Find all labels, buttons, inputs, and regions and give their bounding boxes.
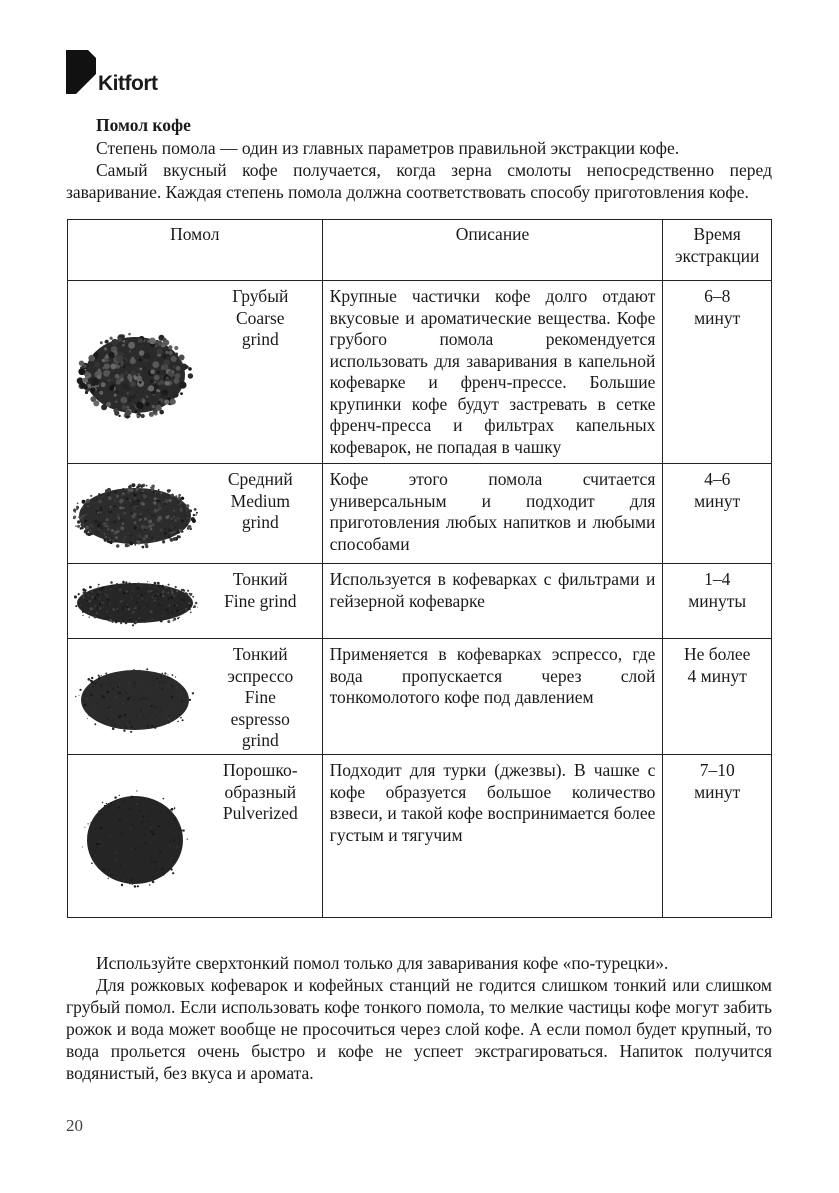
intro-paragraph-2: Самый вкусный кофе получается, когда зерна смолоты непосредственно перед заваривание. Каждая степень помола должна соответствовать способу приготовления кофе.	[66, 160, 772, 202]
table-row	[68, 639, 772, 755]
coarse-grind-image	[68, 281, 203, 464]
section-title: Помол кофе	[96, 115, 191, 135]
grind-name	[203, 639, 322, 755]
outro-text	[66, 952, 772, 1084]
grind-description: Используется в кофеварках с фильтрами и гейзерной кофеварке	[322, 564, 663, 639]
table-row	[68, 281, 772, 464]
grind-description: Кофе этого помола считается универсальным и подходит для приготовления любых напитков и любыми способами	[322, 464, 663, 564]
intro-paragraph-1: Степень помола — один из главных параметров правильной экстракции кофе.	[96, 138, 680, 158]
grind-name-line: Средний	[227, 469, 293, 489]
header-description: Описание	[322, 220, 663, 281]
grind-name	[203, 281, 322, 464]
extraction-time	[663, 464, 772, 564]
grind-name-line: Тонкий	[232, 569, 288, 589]
brand-logo	[66, 50, 157, 96]
grind-name-line: Грубый	[232, 286, 289, 306]
grind-table	[67, 219, 772, 918]
extraction-time-line: минут	[694, 490, 741, 511]
grind-name	[203, 755, 322, 918]
grind-name-line: Coarse	[235, 307, 285, 328]
extraction-time-line: 6–8	[704, 286, 731, 306]
extraction-time	[663, 755, 772, 918]
grind-name-line: Fine	[244, 687, 276, 707]
grind-description: Крупные частички кофе долго отдают вкусовые и ароматические вещества. Кофе грубого помола рекомендуется использовать для заваривания в капельной кофеварке и френч-прессе. Большие крупинки кофе будут застревать в сетке френч-пресса и фильтрах капельных кофеварок, не попадая в чашку	[322, 281, 663, 464]
extraction-time-line: Не более	[683, 644, 751, 664]
header-time-line: Время	[693, 224, 741, 244]
grind-description: Применяется в кофеварках эспрессо, где вода пропускается через слой тонкомолотого кофе под давлением	[322, 639, 663, 755]
grind-name-line: Fine grind	[224, 590, 297, 611]
grind-name-line: Pulverized	[222, 803, 298, 823]
extraction-time-line: 7–10	[699, 760, 735, 780]
header-time	[663, 220, 772, 281]
extraction-time-line: минут	[694, 781, 741, 802]
table-header-row	[68, 220, 772, 281]
espresso-grind-image	[68, 639, 203, 755]
grind-name-line: grind	[241, 730, 279, 750]
header-grind: Помол	[68, 220, 323, 281]
grind-description: Подходит для турки (джезвы). В чашке с кофе образуется большое количество взвеси, и такой кофе воспринимается более густым и тягучим	[322, 755, 663, 918]
page-number: 20	[66, 1116, 83, 1135]
table-row	[68, 564, 772, 639]
extraction-time-line: минут	[694, 307, 741, 328]
grind-name-line: эспрессо	[227, 665, 294, 686]
grind-name-line: образный	[224, 781, 297, 802]
grind-name-line: espresso	[230, 708, 290, 729]
table-row	[68, 755, 772, 918]
grind-name	[203, 564, 322, 639]
grind-name-line: grind	[241, 512, 279, 532]
extraction-time	[663, 639, 772, 755]
grind-name	[203, 464, 322, 564]
fine-grind-image	[68, 564, 203, 639]
grind-name-line: grind	[241, 329, 279, 349]
extraction-time-line: 4 минут	[687, 665, 747, 686]
extraction-time-line: 4–6	[704, 469, 731, 489]
extraction-time-line: минуты	[688, 590, 747, 611]
medium-grind-image	[68, 464, 203, 564]
outro-paragraph-1: Используйте сверхтонкий помол только для заваривания кофе «по-турецки».	[96, 953, 669, 973]
intro-text	[66, 137, 772, 203]
extraction-time-line: 1–4	[704, 569, 731, 589]
grind-name-line: Medium	[230, 490, 290, 511]
header-time-line: экстракции	[675, 245, 760, 266]
brand-name: Kitfort	[98, 72, 158, 95]
grind-name-line: Тонкий	[232, 644, 288, 664]
kitfort-logo-icon	[66, 50, 96, 96]
outro-paragraph-2: Для рожковых кофеварок и кофейных станций не годится слишком тонкий или слишком грубый помол. Если использовать кофе тонкого помола, то мелкие частицы кофе могут забить рожок и вода может вообще не просочиться через слой кофе. А если помол будет крупный, то вода прольется очень быстро и кофе не успеет экстрагироваться. Напиток получится водянистый, без вкуса и аромата.	[66, 975, 772, 1083]
grind-name-line: Порошко-	[223, 760, 298, 780]
extraction-time	[663, 564, 772, 639]
table-row	[68, 464, 772, 564]
extraction-time	[663, 281, 772, 464]
pulverized-grind-image	[68, 755, 203, 918]
